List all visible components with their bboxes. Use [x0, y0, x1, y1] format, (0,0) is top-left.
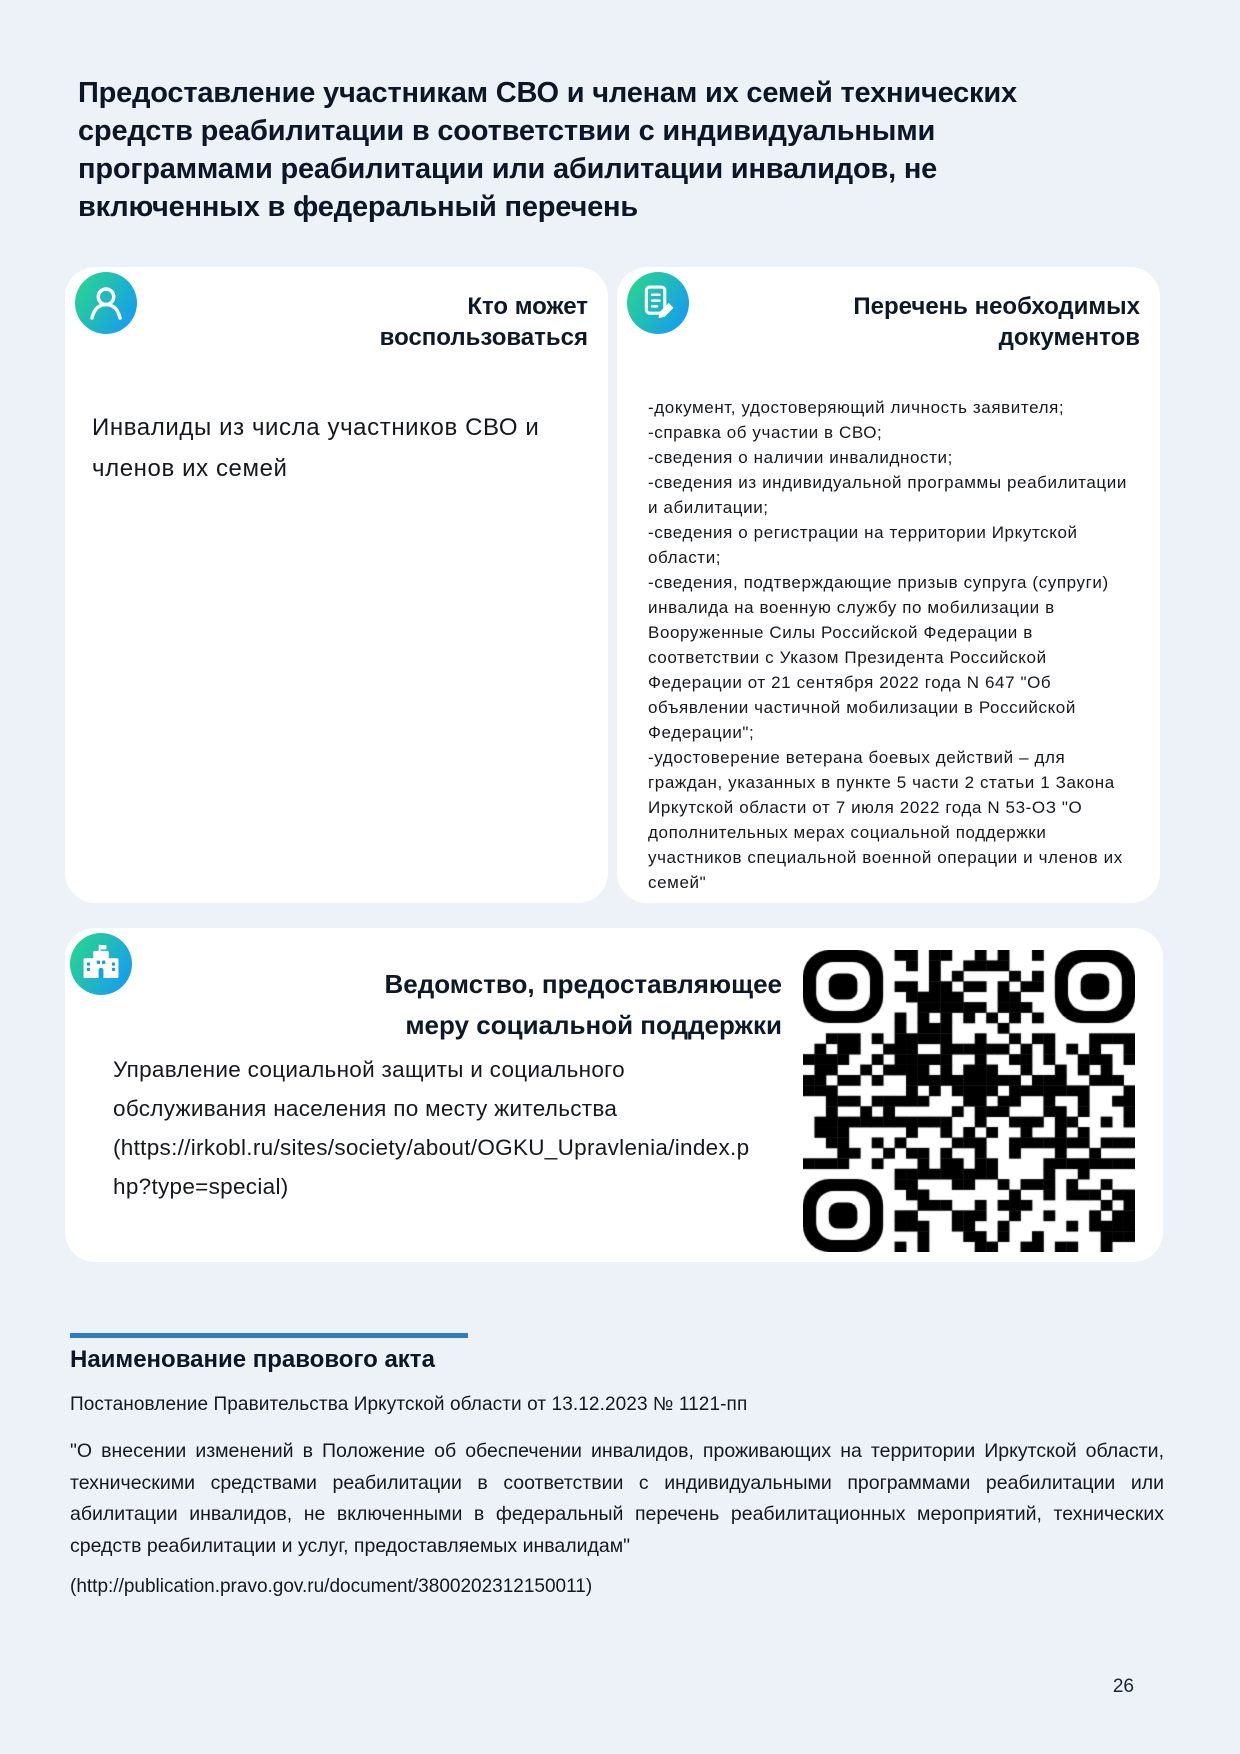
legal-section-heading: Наименование правового акта	[70, 1346, 435, 1373]
documents-list	[648, 395, 1135, 895]
page-title: Предоставление участникам СВО и членам их семей технических средств реабилитации в соответствии с индивидуальными программами реабилитации или абилитации инвалидов, не включенных в федеральный перечень	[78, 77, 1017, 223]
section-divider	[70, 1333, 468, 1338]
document-item: -сведения из индивидуальной программы реабилитации и абилитации;	[648, 473, 1127, 517]
document-item: -сведения о наличии инвалидности;	[648, 448, 953, 467]
top-cards-row	[65, 267, 1160, 903]
card-documents-heading: Перечень необходимых документов	[853, 293, 1140, 351]
document-item: -справка об участии в СВО;	[648, 423, 883, 442]
document-item: -сведения, подтверждающие призыв супруга (супруги) инвалида на военную службу по мобилизации в Вооруженные Силы Российской Федерации в соответствии с Указом Президента Российской Федерации от 21 сентября 2022 года N 647 "Об объявлении частичной мобилизации в Российской Федерации";	[648, 573, 1109, 742]
person-icon	[75, 272, 137, 334]
qr-code	[803, 950, 1135, 1252]
card-who-heading: Кто может воспользоваться	[379, 293, 588, 351]
card-agency-heading: Ведомство, предоставляющее меру социальной поддержки	[384, 969, 782, 1040]
card-who-body: Инвалиды из числа участников СВО и членов их семей	[92, 414, 540, 482]
page-number: 26	[1112, 1676, 1134, 1697]
card-agency	[65, 928, 1163, 1262]
document-edit-icon	[627, 272, 689, 334]
building-icon	[70, 933, 132, 995]
document-item: -удостоверение ветерана боевых действий – для граждан, указанных в пункте 5 части 2 статьи 1 Закона Иркутской области от 7 июля 2022 года N 53-ОЗ "О дополнительных мерах социальной поддержки участников специальной военной операции и членов их семей"	[648, 748, 1123, 892]
document-item: -документ, удостоверяющий личность заявителя;	[648, 398, 1065, 417]
card-agency-body: Управление социальной защиты и социального обслуживания населения по месту жительства (https://irkobl.ru/sites/society/about/OGKU_Upravlenia/index.php?type=special)	[113, 1057, 750, 1199]
card-who-can-use	[65, 267, 608, 903]
legal-act-link: (http://publication.pravo.gov.ru/document/3800202312150011)	[70, 1576, 593, 1597]
legal-act-title: Постановление Правительства Иркутской области от 13.12.2023 № 1121-пп	[70, 1394, 748, 1415]
card-documents	[617, 267, 1160, 903]
legal-act-description: "О внесении изменений в Положение об обеспечении инвалидов, проживающих на территории Иркутской области, техническими средствами реабилитации в соответствии с индивидуальными программами реабилитации или абилитации инвалидов, не включенными в федеральный перечень реабилитационных мероприятий, технических средств реабилитации и услуг, предоставляемых инвалидам"	[70, 1440, 1164, 1557]
document-item: -сведения о регистрации на территории Иркутской области;	[648, 523, 1078, 567]
